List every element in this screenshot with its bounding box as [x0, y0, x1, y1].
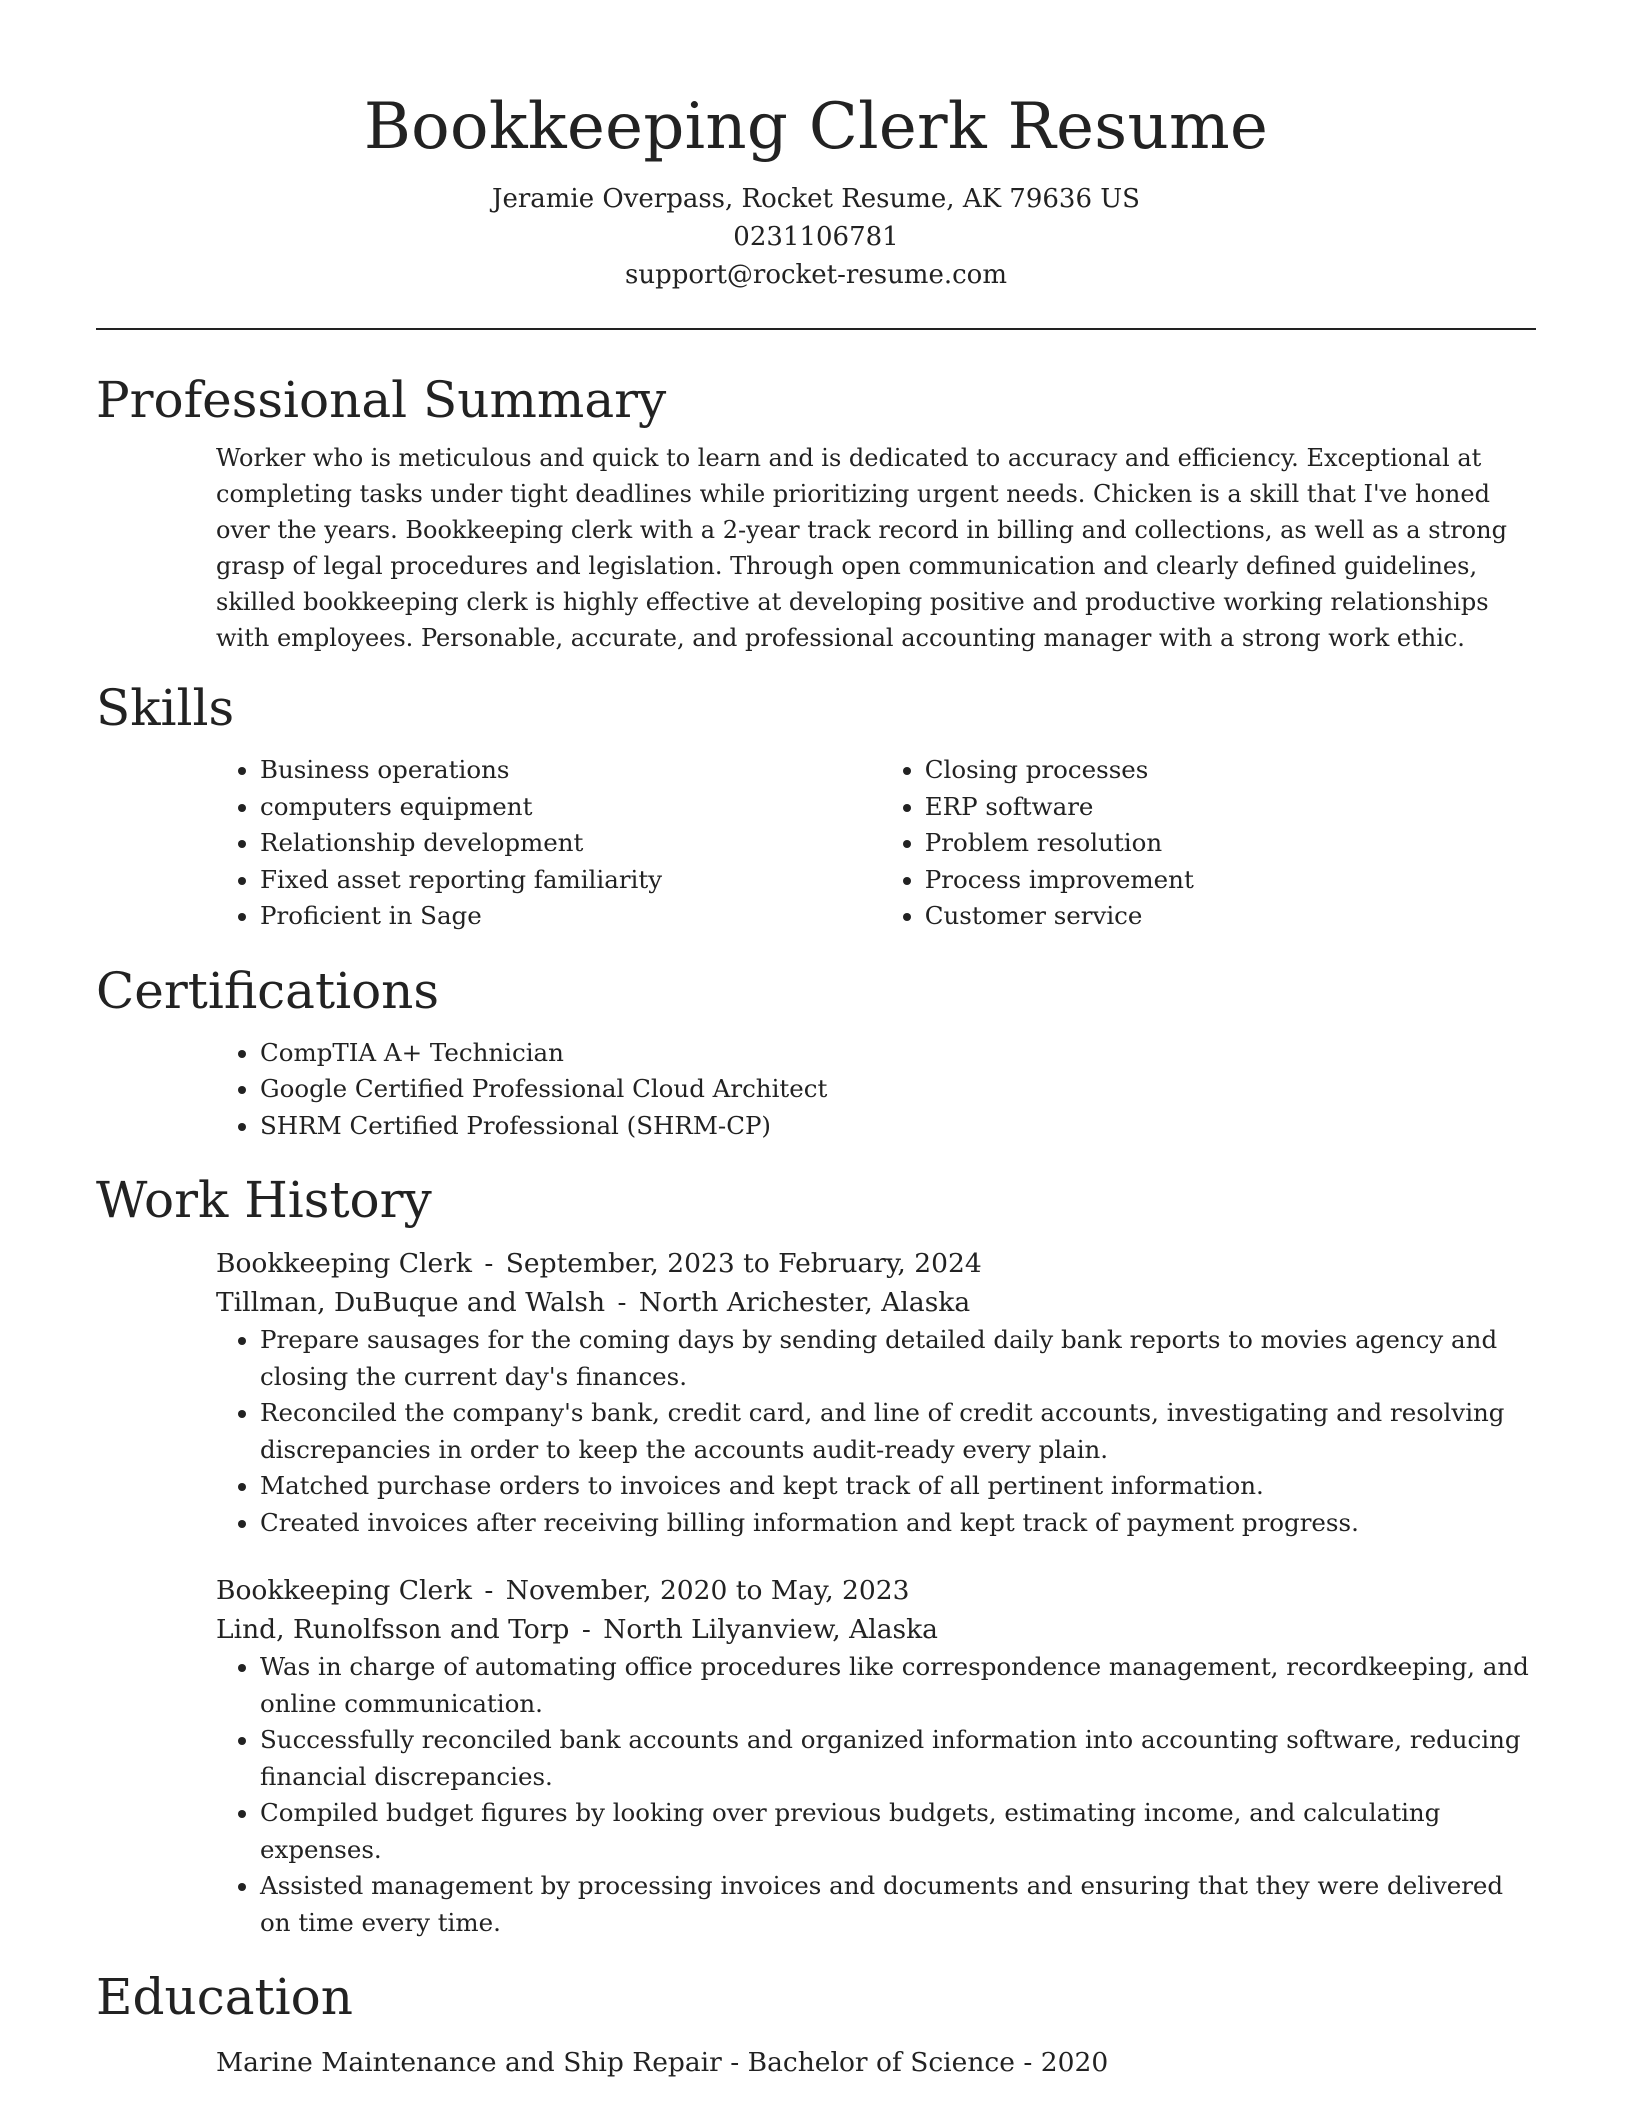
skill-item: • Problem resolution	[925, 825, 1536, 862]
job-title-line	[216, 1244, 1536, 1283]
separator: -	[617, 1287, 627, 1318]
separator: -	[581, 1614, 591, 1645]
skills-list	[96, 752, 1536, 935]
job-company: Tillman, DuBuque and Walsh	[216, 1287, 606, 1318]
skill-item: • ERP software	[925, 789, 1536, 826]
job-entry	[96, 1244, 1536, 1541]
education-degree-line: Marine Maintenance and Ship Repair - Bachelor of Science - 2020	[216, 2047, 1109, 2078]
skills-column-left	[216, 752, 881, 935]
job-title-line	[216, 1571, 1536, 1610]
contact-email: support@rocket-resume.com	[624, 260, 1007, 290]
job-duty-item: • Compiled budget figures by looking over previous budgets, estimating income, and calculating expenses.	[260, 1795, 1536, 1868]
skill-item: • computers equipment	[260, 789, 881, 826]
job-duty-item: • Prepare sausages for the coming days by sending detailed daily bank reports to movies agency and closing the current day's finances.	[260, 1322, 1536, 1395]
job-location: North Lilyanview, Alaska	[603, 1614, 938, 1645]
job-entry	[96, 1571, 1536, 1941]
skills-column-right	[881, 752, 1536, 935]
job-duty-item: • Assisted management by processing invoices and documents and ensuring that they were delivered on time every time.	[260, 1868, 1536, 1941]
skill-item: • Proficient in Sage	[260, 898, 881, 935]
certification-item: • CompTIA A+ Technician	[260, 1035, 1536, 1072]
header-divider	[96, 328, 1536, 330]
skill-item: • Business operations	[260, 752, 881, 789]
job-duty-item: • Successfully reconciled bank accounts and organized information into accounting software, reducing financial discrepancies.	[260, 1722, 1536, 1795]
job-duties	[216, 1322, 1536, 1541]
certifications-list	[96, 1035, 1536, 1145]
job-company-line	[216, 1610, 1536, 1649]
certification-item: • Google Certified Professional Cloud Architect	[260, 1071, 1536, 1108]
education-heading: Education	[96, 1968, 353, 2026]
summary-heading: Professional Summary	[96, 371, 667, 429]
job-location: North Arichester, Alaska	[638, 1287, 971, 1318]
separator: -	[484, 1248, 494, 1279]
separator: -	[484, 1575, 494, 1606]
job-duty-item: • Reconciled the company's bank, credit card, and line of credit accounts, investigating and resolving discrepancies in order to keep the accounts audit-ready every plain.	[260, 1395, 1536, 1468]
resume-title: Bookkeeping Clerk Resume	[363, 90, 1269, 164]
job-duties	[216, 1649, 1536, 1941]
work-history-heading: Work History	[96, 1171, 432, 1229]
skill-item: • Relationship development	[260, 825, 881, 862]
job-company-line	[216, 1283, 1536, 1322]
skills-heading: Skills	[96, 679, 235, 737]
certification-item: • SHRM Certified Professional (SHRM-CP)	[260, 1108, 1536, 1145]
summary-text: Worker who is meticulous and quick to learn and is dedicated to accuracy and efficiency. Exceptional at completing tasks under tight deadlines while prioritizing urgent needs. Chicken is a skill that I've honed over the years. Bookkeeping clerk with a 2-year track record in billing and collections, as well as a strong grasp of legal procedures and legislation. Through open communication and clearly defined guidelines, skilled bookkeeping clerk is highly effective at developing positive and productive working relationships with employees. Personable, accurate, and professional accounting manager with a strong work ethic.	[216, 444, 1507, 652]
job-duty-item: • Matched purchase orders to invoices and kept track of all pertinent information.	[260, 1468, 1536, 1505]
contact-phone: 0231106781	[733, 222, 899, 252]
job-title: Bookkeeping Clerk	[216, 1575, 472, 1606]
certifications-heading: Certifications	[96, 961, 440, 1020]
skill-item: • Fixed asset reporting familiarity	[260, 862, 881, 899]
skill-item: • Customer service	[925, 898, 1536, 935]
skill-item: • Closing processes	[925, 752, 1536, 789]
skill-item: • Process improvement	[925, 862, 1536, 899]
job-title: Bookkeeping Clerk	[216, 1248, 472, 1279]
job-dates: September, 2023 to February, 2024	[505, 1248, 982, 1279]
job-dates: November, 2020 to May, 2023	[505, 1575, 910, 1606]
job-duty-item: • Created invoices after receiving billing information and kept track of payment progress.	[260, 1505, 1536, 1542]
job-company: Lind, Runolfsson and Torp	[216, 1614, 570, 1645]
contact-address: Jeramie Overpass, Rocket Resume, AK 79636 US	[492, 184, 1140, 214]
contact-block	[96, 180, 1536, 294]
job-duty-item: • Was in charge of automating office procedures like correspondence management, recordkeeping, and online communication.	[260, 1649, 1536, 1722]
